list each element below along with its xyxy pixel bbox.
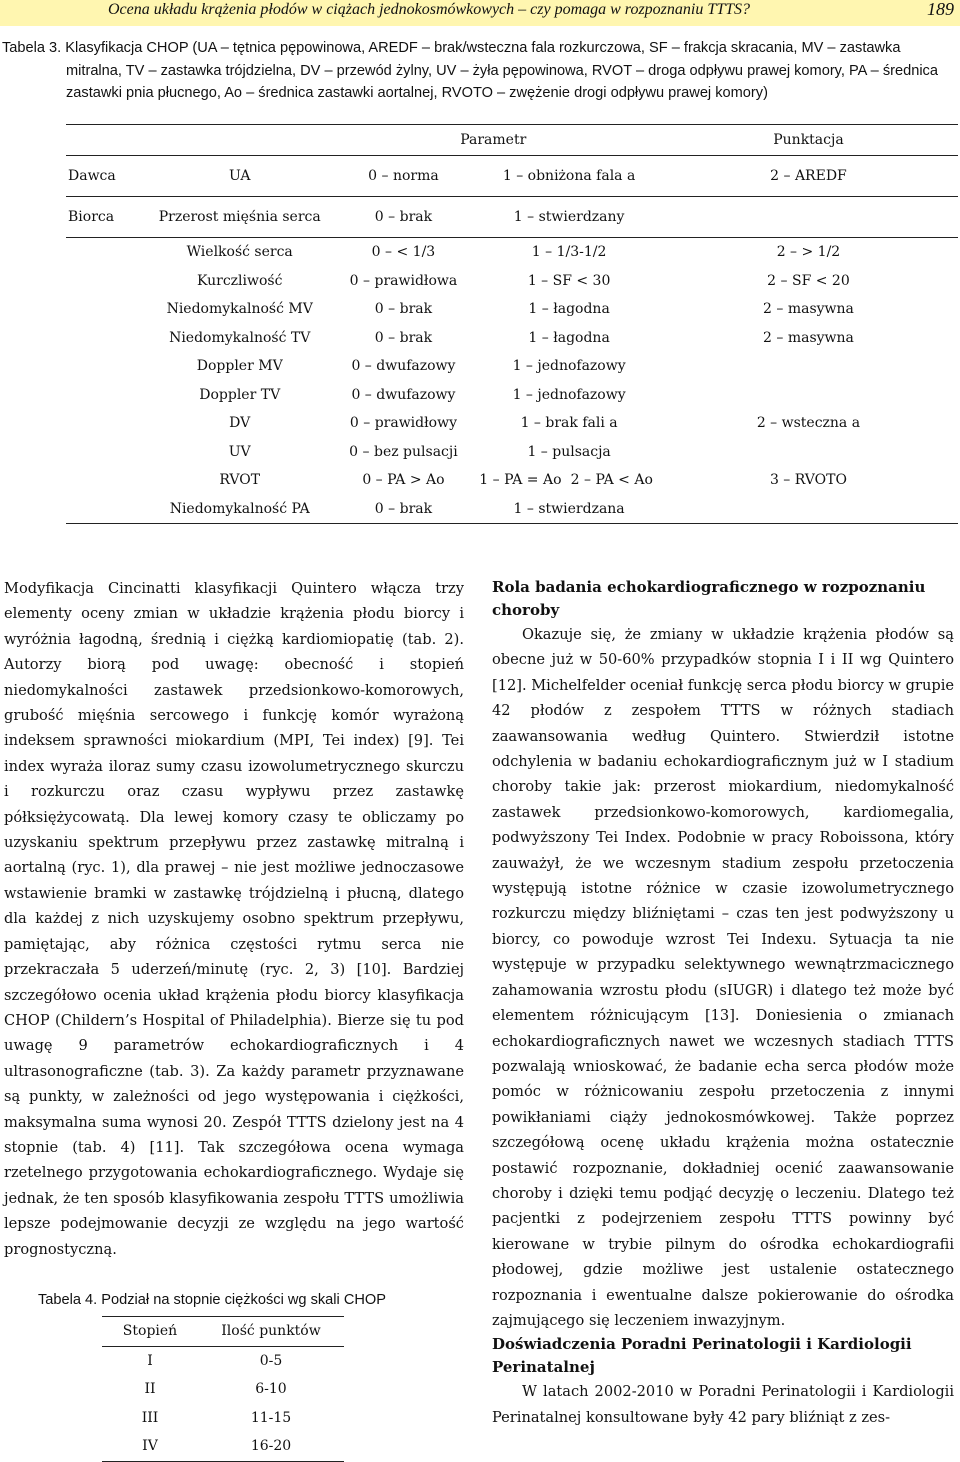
cell-score-1: 1 – PA = Ao (479, 472, 562, 489)
cell-score-0: 0 – brak (374, 209, 433, 225)
cell-score-2: 2 – AREDF (659, 156, 958, 197)
table-row (66, 352, 958, 381)
cell-score-2 (659, 495, 958, 524)
cell-score-1: 1 – pulsacja (527, 443, 611, 460)
table-header-row (66, 125, 958, 156)
cell-parameter: Niedomykalność PA (152, 495, 328, 524)
cell-parameter: Doppler TV (199, 386, 281, 403)
table-row (102, 1404, 344, 1433)
cell-score-1: 1 – jednofazowy (512, 358, 626, 375)
cell-parameter: DV (229, 415, 251, 432)
cell-score-0: 0 – < 1/3 (328, 238, 480, 267)
cell-points: 16-20 (198, 1432, 344, 1461)
table-row (66, 466, 958, 495)
cell-score-2 (659, 381, 958, 410)
cell-score-1: 1 – łagodna (528, 301, 610, 318)
cell-score-0: 0 – PA > Ao (362, 472, 445, 489)
header-punktacja: Punktacja (659, 125, 958, 156)
cell-score-1: 1 – stwierdzana (479, 495, 659, 524)
cell-score-2 (659, 197, 958, 238)
table-row (66, 438, 958, 467)
right-column (492, 576, 954, 1430)
table3-caption: Tabela 3. Klasyfikacja CHOP (UA – tętnica pępowinowa, AREDF – brak/wsteczna fala rozkurczowa, SF – frakcja skracania, MV – zastawka mitralna, TV – zastawka trójdzielna, DV – przewód żylny, UV – żyła pępowinowa, RVOT – droga odpływu prawej komory, PA – średnica zastawki pnia płucnego, Ao – średnica zastawki aortalnej, RVOTO – zwężenie drogi odpływu prawej komory) (2, 40, 938, 101)
cell-grade: III (141, 1409, 159, 1426)
cell-score-2: 2 – SF < 20 (767, 272, 850, 289)
cell-score-2 (659, 438, 958, 467)
cell-grade: I (147, 1352, 153, 1369)
cell-parameter: RVOT (219, 472, 261, 489)
cell-score-2: 2 – masywna (763, 329, 854, 346)
cell-score-0: 0 – prawidłowy (349, 415, 457, 432)
cell-score-0: 0 – brak (374, 301, 433, 318)
cell-score-1: 1 – stwierdzany (513, 209, 625, 225)
cell-score-1: 1 – SF < 30 (527, 272, 611, 289)
table-row (66, 267, 958, 296)
table-row (66, 295, 958, 324)
body-paragraph: Modyfikacja Cincinatti klasyfikacji Quintero włącza trzy elementy oceny zmian w układzie krążenia płodu biorcy i wyróżnia łagodną, średnią i ciężką kardiomiopatię (tab. 2). Autorzy biorą pod uwagę: obecność i stopień niedomykalności zastawek przedsionkowo-komorowych, grubość mięśnia sercowego i funkcję komór wyrażoną indeksem sprawności miokardium (MPI, Tei index) [9]. Tei index wyraża iloraz sumy czasu izowolumetrycznego skurczu i rozkurczu oraz czasu wypływu przez zastawkę półksiężycowatą. Dla lewej komory czasy te obliczamy po uzyskaniu spektrum przepływu przez zastawkę mitralną i aortalną (ryc. 1), dla prawej – nie jest możliwe jednoczasowe wstawienie bramki w zastawkę trójdzielną i płucną, dlatego dla każdej z nich uzyskujemy osobno spektrum przepływu, pamiętając, aby różnica częstości rytmu serca nie przekraczała 5 uderzeń/minutę (ryc. 2, 3) [10]. Bardziej szczegółowo ocenia układ krążenia płodu biorcy klasyfikacja CHOP (Childern’s Hospital of Philadelphia). Bierze się tu pod uwagę 9 parametrów echokardiograficznych i 4 ultrasonograficzne (tab. 3). Za każdy parametr przyznawane są punkty, w zależności od jego występowania i ciężkości, maksymalna suma wynosi 20. Zespół TTTS dzielony jest na 4 stopnie (tab. 4) [11]. Tak szczegółowa ocena wymaga rzetelnego przygotowania echokardiograficznego. Wydaje się jednak, że ten sposób klasyfikowania zespołu TTTS umożliwia lepsze podejmowanie decyzji ze względu na jego wartość prognostyczną. (4, 580, 464, 1258)
cell-parameter: Niedomykalność TV (169, 329, 311, 346)
cell-score-1: 1 – brak fali a (520, 415, 618, 432)
header-ilosc-punktow: Ilość punktów (198, 1317, 344, 1347)
cell-parameter: Niedomykalność MV (166, 301, 313, 318)
cell-score-2: 2 – wsteczna a (756, 415, 861, 432)
cell-parameter: UA (152, 156, 328, 197)
cell-score-1: 1 – łagodna (528, 329, 610, 346)
table-header-row (102, 1317, 344, 1347)
table-row (102, 1432, 344, 1461)
cell-score-2: 2 – > 1/2 (659, 238, 958, 267)
cell-score-0: 0 – norma (328, 156, 480, 197)
cell-score-1: 1 – 1/3-1/2 (479, 238, 659, 267)
cell-points: 0-5 (259, 1352, 283, 1369)
running-header (0, 0, 960, 26)
cell-score-0: 0 – bez pulsacji (349, 443, 458, 460)
body-paragraph: Okazuje się, że zmiany w układzie krążenia płodów są obecne już w 50-60% przypadków stopnia I i II wg Quintero [12]. Michelfelder oceniał funkcję serca płodu biorcy w grupie 42 płodów z zespołem TTTS w różnych stadiach zaawansowania według Quintero. Stwierdził istotne odchylenia w badaniu echokardiograficznym już w I stadium choroby takie jak: przerost miokardium, niedomykalność zastawek przedsionkowo-komorowych, kardiomegalia, podwyższony Tei Index. Podobnie w pracy Roboissona, który zauważył, że we wczesnym stadium zespołu przetoczenia występują istotne różnice w czasie izowolumetrycznego rozkurczu między bliźniętami – czas ten jest podwyższony u biorcy, co powoduje wzrost Tei Indexu. Sytuacja ta nie występuje w przypadku selektywnego wewnątrzmacicznego zahamowania wzrostu płodu (sIUGR) i dlatego też może być elementem różnicującym [13]. Doniesienia o zmianach echokardiograficznych nawet we wczesnych stadiach TTTS pozwalają wnioskować, że badanie echa serca płodów może pomóc w różnicowaniu zespołu przetoczenia z innymi powikłaniami ciąży jednokosmówkowej. Także poprzez szczegółową ocenę układu krążenia można ostatecznie postawić rozpoznanie, dokładniej ocenić zaawansowanie choroby i dzięki temu podjąć decyzję o leczeniu. Dlatego też pacjentki z podejrzeniem zespołu TTTS powinny być kierowane w trybie pilnym do ośrodka echokardiografii płodowej, gdzie możliwe jest ustalenie ostatecznego rozpoznania i ewentualne dalsze pokierowanie do ośrodka zajmującego się leczeniem inwazyjnym. (492, 626, 954, 1329)
cell-score-0: 0 – brak (328, 495, 480, 524)
cell-score-3: 3 – RVOTO (769, 472, 847, 489)
table-row (66, 381, 958, 410)
section-heading: Doświadczenia Poradni Perinatologii i Kardiologii Perinatalnej (492, 1335, 912, 1377)
cell-parameter: Doppler MV (196, 358, 283, 375)
cell-points: 11-15 (250, 1409, 292, 1426)
table-row (66, 495, 958, 524)
table-row (102, 1346, 344, 1375)
page-number: 189 (927, 0, 954, 19)
cell-parameter: UV (228, 443, 251, 460)
table-row (66, 238, 958, 267)
cell-score-0: 0 – dwufazowy (351, 358, 456, 375)
cell-score-1-split (479, 466, 659, 495)
section-heading: Rola badania echokardiograficznego w rozpoznaniu choroby (492, 578, 926, 619)
cell-score-1: 1 – jednofazowy (512, 386, 626, 403)
table-row (66, 324, 958, 353)
cell-parameter: Przerost mięśnia serca (158, 209, 321, 225)
header-title: Ocena układu krążenia płodów w ciążach jednokosmówkowych – czy pomaga w rozpoznaniu TTTS? (108, 1, 751, 18)
cell-score-1: 1 – obniżona fala a (479, 156, 659, 197)
table4-caption: Tabela 4. Podział na stopnie ciężkości wg skali CHOP (38, 1292, 386, 1308)
table-row (66, 156, 958, 197)
cell-grade: IV (102, 1432, 198, 1461)
header-stopien: Stopień (102, 1317, 198, 1347)
cell-score-2-rvot: 2 – PA < Ao (570, 472, 653, 489)
cell-group: Biorca (68, 209, 115, 225)
header-parametr: Parametr (328, 125, 659, 156)
table3-chop-classification (66, 124, 958, 524)
table-row (66, 409, 958, 438)
body-paragraph: W latach 2002-2010 w Poradni Perinatologii i Kardiologii Perinatalnej konsultowane były 42 pary bliźniąt z zes- (492, 1383, 954, 1426)
cell-parameter: Wielkość serca (152, 238, 328, 267)
cell-score-0: 0 – prawidłowa (349, 272, 458, 289)
table-row (102, 1375, 344, 1404)
cell-group: Dawca (66, 156, 152, 197)
cell-score-2: 2 – masywna (763, 301, 854, 318)
table-row (66, 197, 958, 238)
cell-parameter: Kurczliwość (196, 272, 283, 289)
cell-score-2 (659, 352, 958, 381)
cell-grade: II (144, 1381, 156, 1398)
table4-severity-grades (102, 1316, 344, 1462)
cell-score-0: 0 – dwufazowy (351, 386, 456, 403)
cell-points: 6-10 (255, 1381, 287, 1398)
left-column (4, 576, 464, 1262)
cell-score-0: 0 – brak (374, 329, 433, 346)
